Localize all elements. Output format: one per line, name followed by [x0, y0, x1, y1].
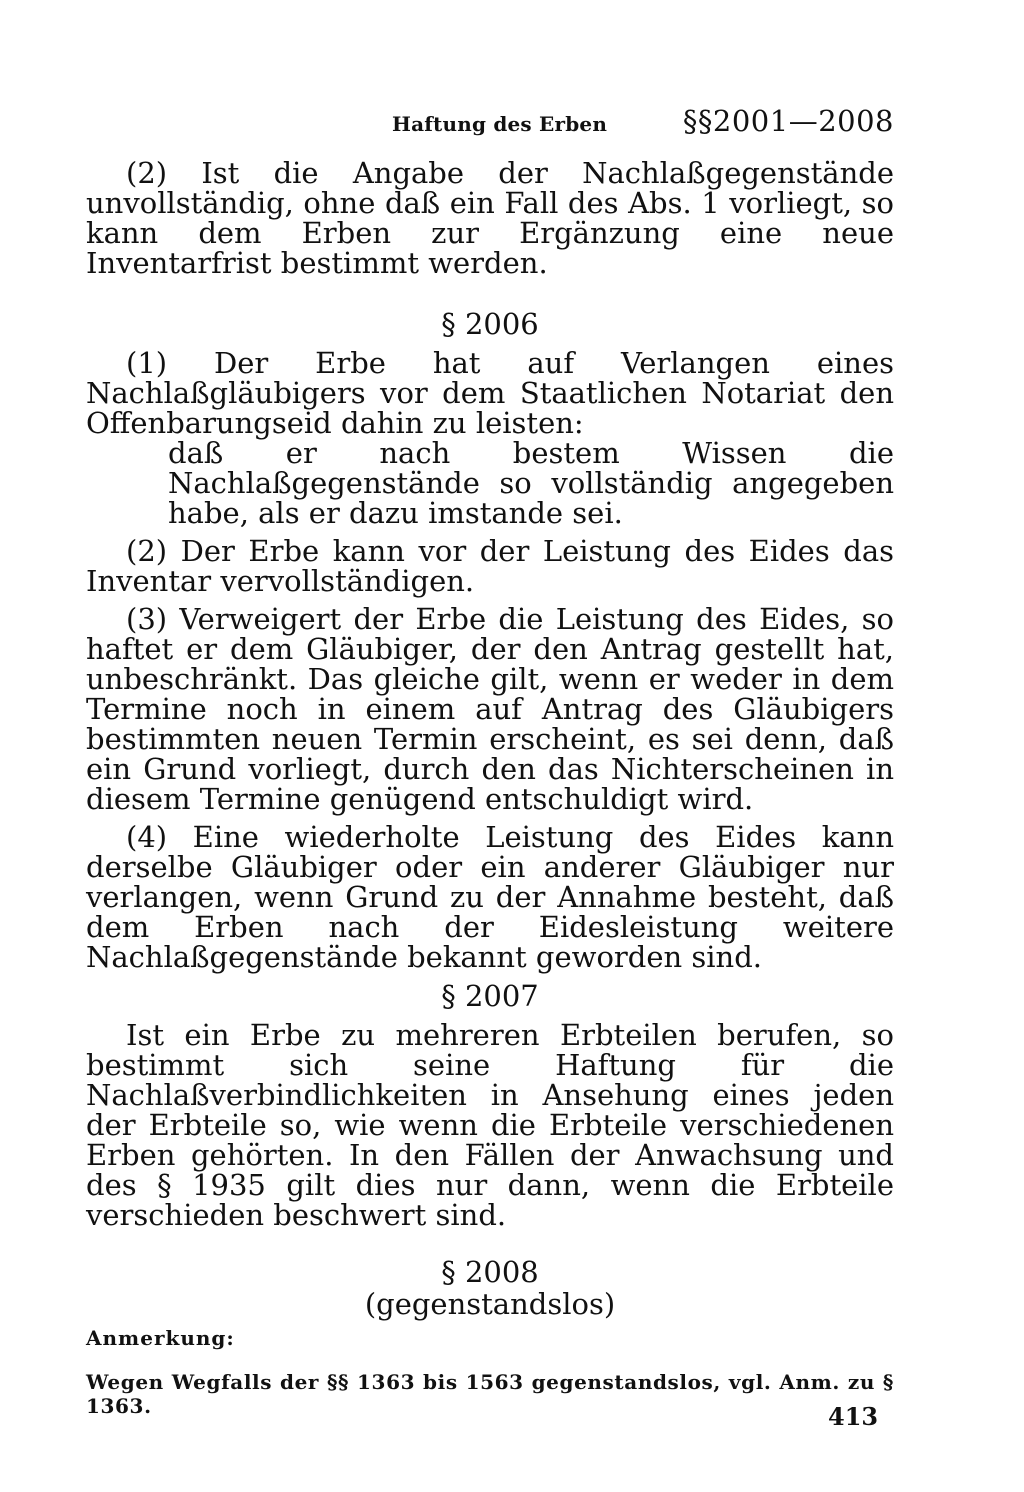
section-2006-heading: § 2006 — [441, 307, 539, 341]
paragraph-2006-4: (4) Eine wiederholte Leistung des Eides kann derselbe Gläubiger oder ein anderer Gläubiger nur verlangen, wenn Grund zu der Annahme besteht, daß dem Erben nach der Eidesleistung weitere Nachlaßgegenstände bekannt geworden sind. — [86, 820, 894, 974]
paragraph-2007: Ist ein Erbe zu mehreren Erbteilen berufen, so bestimmt sich seine Haftung für die Nachlaßverbindlichkeiten in Ansehung eines jeden der Erbteile so, wie wenn die Erbteile verschiedenen Erben gehörten. In den Fällen der Anwachsung und des § 1935 gilt dies nur dann, wenn die Erbteile verschieden beschwert sind. — [86, 1018, 894, 1232]
section-range: §§2001—2008 — [682, 104, 894, 138]
section-2008-heading: § 2008 — [441, 1255, 539, 1289]
paragraph-2006-1: (1) Der Erbe hat auf Verlangen eines Nachlaßgläubigers vor dem Staatlichen Notariat den Offenbarungseid dahin zu leisten: — [86, 346, 894, 440]
running-title: Haftung des Erben — [392, 112, 608, 136]
paragraph-2005-2: (2) Ist die Angabe der Nachlaßgegenstände unvollständig, ohne daß ein Fall des Abs. 1 vorliegt, so kann dem Erben zur Ergänzung eine neue Inventarfrist bestimmt werden. — [86, 156, 894, 280]
section-2008-status: (gegenstandslos) — [364, 1287, 616, 1321]
running-header — [86, 104, 894, 144]
paragraph-2006-2: (2) Der Erbe kann vor der Leistung des Eides das Inventar vervollständigen. — [86, 534, 894, 598]
page-content — [86, 104, 894, 1418]
section-2007-heading: § 2007 — [441, 979, 539, 1013]
oath-formula: daß er nach bestem Wissen die Nachlaßgegenstände so vollständig angegeben habe, als er dazu imstande sei. — [168, 436, 894, 530]
paragraph-2006-3: (3) Verweigert der Erbe die Leistung des Eides, so haftet er dem Gläubiger, der den Antrag gestellt hat, unbeschränkt. Das gleiche gilt, wenn er weder in dem Termine noch in einem auf Antrag des Gläubigers bestimmten neuen Termin erscheint, es sei denn, daß ein Grund vorliegt, durch den das Nichterscheinen in diesem Termine genügend entschuldigt wird. — [86, 602, 894, 816]
page-number: 413 — [828, 1402, 879, 1431]
note-label: Anmerkung: — [86, 1326, 235, 1350]
note-text: Wegen Wegfalls der §§ 1363 bis 1563 gegenstandslos, vgl. Anm. zu § 1363. — [86, 1370, 894, 1418]
